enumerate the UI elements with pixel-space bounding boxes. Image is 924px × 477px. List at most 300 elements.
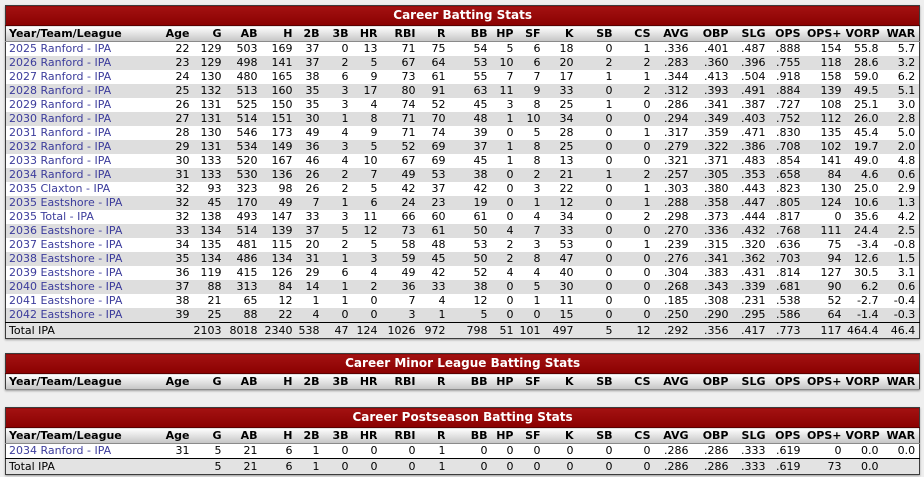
stat-cell: 1	[506, 154, 514, 167]
stat-cell: 130	[200, 126, 222, 139]
total-stat-cell: .292	[664, 324, 689, 337]
column-header-age: Age	[164, 374, 194, 390]
year-team-league-cell	[6, 308, 164, 323]
stat-cell: 33	[559, 84, 574, 97]
total-stat-cell: 0	[408, 460, 416, 473]
stat-cell: 481	[236, 238, 258, 251]
stat-cell: 0	[605, 154, 613, 167]
stat-cell: 25.0	[854, 182, 879, 195]
year-team-league-link[interactable]: 2030 Ranford - IPA	[9, 112, 112, 125]
stat-cell: 30.5	[854, 266, 879, 279]
year-team-league-link[interactable]: 2028 Ranford - IPA	[9, 84, 112, 97]
column-header-war: WAR	[883, 374, 920, 390]
year-team-league-link[interactable]: 2038 Eastshore - IPA	[9, 252, 123, 265]
stat-cell: 513	[236, 84, 258, 97]
stat-cell: 30	[175, 154, 190, 167]
total-stat-cell: 1	[438, 460, 446, 473]
total-stat-cell: 538	[298, 324, 320, 337]
stat-cell: 0	[605, 210, 613, 223]
stat-cell: 7	[408, 294, 416, 307]
total-stat-cell: 0	[370, 460, 378, 473]
stat-cell: 11	[363, 210, 378, 223]
stat-cell: 0	[370, 444, 378, 457]
stat-cell: 34	[175, 238, 190, 251]
total-stat-cell: 0	[341, 460, 349, 473]
stat-cell: 70	[431, 112, 446, 125]
stat-cell: 61	[473, 210, 488, 223]
stat-cell: .239	[664, 238, 689, 251]
stat-cell: 28.6	[854, 56, 879, 69]
total-stat-cell: 497	[552, 324, 574, 337]
stat-cell: 5	[370, 56, 378, 69]
total-stat-cell: 0	[480, 460, 488, 473]
stat-cell: 124	[820, 196, 842, 209]
stat-cell: .371	[704, 154, 729, 167]
year-team-league-link[interactable]: 2037 Eastshore - IPA	[9, 238, 123, 251]
stat-cell: 0	[605, 84, 613, 97]
stat-cell: .353	[741, 168, 766, 181]
column-header-cs: CS	[617, 428, 655, 444]
stat-cell: 4.2	[897, 210, 916, 223]
total-row-label: Total IPA	[9, 460, 55, 473]
stat-cell: 2	[341, 168, 349, 181]
year-team-league-link[interactable]: 2027 Ranford - IPA	[9, 70, 112, 83]
stat-cell: 29	[305, 266, 320, 279]
stat-cell: 20	[559, 56, 574, 69]
stat-cell: 3.0	[897, 98, 916, 111]
stat-cell: 59	[401, 252, 416, 265]
stat-cell: 127	[820, 266, 842, 279]
stat-cell: 74	[401, 98, 416, 111]
year-team-league-cell	[6, 252, 164, 266]
stat-cell: 73	[401, 70, 416, 83]
total-stat-cell: 5	[605, 324, 613, 337]
stat-cell: 323	[236, 182, 258, 195]
stat-cell: .823	[776, 182, 801, 195]
stat-cell: 1.5	[897, 252, 916, 265]
stat-cell: 4	[370, 98, 378, 111]
stat-cell: 6	[285, 444, 293, 457]
column-header-row	[6, 26, 920, 42]
stat-cell: 131	[200, 140, 222, 153]
year-team-league-cell	[6, 224, 164, 238]
year-team-league-link[interactable]: 2032 Ranford - IPA	[9, 140, 112, 153]
stat-cell: 0	[605, 238, 613, 251]
stat-cell: 1	[506, 140, 514, 153]
stat-cell: .283	[664, 56, 689, 69]
column-header-h: H	[262, 374, 297, 390]
stat-cell: 64	[431, 56, 446, 69]
column-header-hp: HP	[492, 374, 518, 390]
stat-cell: 52	[827, 294, 842, 307]
column-header-h: H	[262, 428, 297, 444]
stat-cell: 30	[559, 280, 574, 293]
year-team-league-link[interactable]: 2039 Eastshore - IPA	[9, 266, 123, 279]
column-header-ab: AB	[226, 428, 262, 444]
stat-cell: 118	[820, 56, 842, 69]
year-team-league-link[interactable]: 2035 Eastshore - IPA	[9, 196, 123, 209]
stat-cell: 69	[431, 154, 446, 167]
stat-cell: .308	[704, 294, 729, 307]
total-row	[6, 459, 920, 475]
stat-cell: 52	[401, 140, 416, 153]
stat-cell: 0	[480, 444, 488, 457]
stat-cell: 67	[401, 154, 416, 167]
total-stat-cell	[883, 459, 920, 475]
stat-cell: 66	[401, 210, 416, 223]
stat-cell: .359	[704, 126, 729, 139]
stat-cell: 0	[533, 444, 541, 457]
year-team-league-link[interactable]: 2036 Eastshore - IPA	[9, 224, 123, 237]
year-team-league-cell	[6, 84, 164, 98]
stat-cell: 486	[236, 252, 258, 265]
stat-cell: 3	[506, 98, 514, 111]
stat-cell: 141	[820, 154, 842, 167]
stat-cell: 5.7	[897, 42, 916, 55]
total-stat-cell: .356	[704, 324, 729, 337]
stat-cell: 169	[271, 42, 293, 55]
stat-cell: 4	[312, 308, 320, 321]
stat-cell: 33	[305, 210, 320, 223]
stat-cell: 4	[533, 210, 541, 223]
stat-cell: 25	[559, 140, 574, 153]
stat-cell: 37	[175, 280, 190, 293]
stat-cell: 132	[200, 84, 222, 97]
stat-cell: 22	[175, 42, 190, 55]
total-stat-cell: 73	[827, 460, 842, 473]
year-team-league-link[interactable]: 2031 Ranford - IPA	[9, 126, 112, 139]
stat-cell: .817	[776, 210, 801, 223]
stat-cell: 28	[559, 126, 574, 139]
total-stat-cell: 0.0	[861, 460, 879, 473]
stat-cell: .294	[664, 112, 689, 125]
stat-cell: 8	[533, 98, 541, 111]
column-header-ops: OPS+	[805, 26, 846, 42]
stat-cell: 165	[271, 70, 293, 83]
stat-cell: .444	[741, 210, 766, 223]
stat-cell: 37	[431, 182, 446, 195]
column-header-year-team-league: Year/Team/League	[6, 428, 164, 444]
stat-cell: 0	[643, 252, 651, 265]
stat-cell: .257	[664, 168, 689, 181]
column-header-2b: 2B	[297, 428, 324, 444]
stat-cell: .413	[704, 70, 729, 83]
year-team-league-cell	[6, 56, 164, 70]
year-team-league-link[interactable]: 2041 Eastshore - IPA	[9, 294, 123, 307]
stat-cell: 2	[506, 238, 514, 251]
stat-cell: .279	[664, 140, 689, 153]
total-stat-cell: 1026	[387, 324, 416, 337]
column-header-ops: OPS	[770, 428, 805, 444]
stat-cell: .491	[741, 84, 766, 97]
stat-cell: 5	[370, 238, 378, 251]
column-header-3b: 3B	[324, 26, 353, 42]
stat-cell: 8	[533, 154, 541, 167]
stat-cell: .487	[741, 42, 766, 55]
stat-cell: 9	[370, 126, 378, 139]
total-stat-cell: 6	[285, 460, 293, 473]
year-team-league-cell	[6, 154, 164, 168]
stat-cell: .386	[741, 140, 766, 153]
stat-cell: .538	[776, 294, 801, 307]
stat-cell: 4	[438, 294, 446, 307]
column-header-sf: SF	[518, 428, 545, 444]
column-header-hr: HR	[353, 374, 382, 390]
column-header-vorp: VORP	[846, 374, 883, 390]
stat-cell: 0	[341, 42, 349, 55]
column-header-slg: SLG	[733, 374, 770, 390]
stat-cell: 0.0	[861, 444, 879, 457]
total-stat-cell: 0	[643, 460, 651, 473]
column-header-ops: OPS+	[805, 374, 846, 390]
stat-cell: .343	[704, 280, 729, 293]
stat-cell: 26	[305, 182, 320, 195]
stat-cell: 3	[341, 84, 349, 97]
stat-cell: 42	[431, 266, 446, 279]
stat-cell: 167	[271, 154, 293, 167]
stat-cell: 37	[305, 224, 320, 237]
stat-cell: 33	[559, 224, 574, 237]
column-header-ops: OPS	[770, 26, 805, 42]
stat-cell: 2.9	[897, 182, 916, 195]
stat-cell: 133	[200, 168, 222, 181]
stat-cell: 0	[643, 308, 651, 321]
stat-cell: 53	[431, 168, 446, 181]
stat-cell: 0	[605, 280, 613, 293]
stat-cell: 112	[820, 112, 842, 125]
stat-cell: 4	[370, 266, 378, 279]
stat-cell: 6	[533, 42, 541, 55]
total-stat-cell: 972	[424, 324, 446, 337]
stat-cell: .447	[741, 196, 766, 209]
stat-cell: 61	[431, 224, 446, 237]
stat-cell: 108	[820, 98, 842, 111]
stat-cell: 34	[559, 112, 574, 125]
stat-cell: 14	[305, 280, 320, 293]
stat-cell: 2	[341, 56, 349, 69]
stat-cell: 0	[605, 196, 613, 209]
stat-row	[6, 70, 920, 84]
stat-cell: .344	[664, 70, 689, 83]
stat-cell: 4	[341, 154, 349, 167]
stat-cell: 2	[370, 280, 378, 293]
year-team-league-cell	[6, 168, 164, 182]
stat-cell: 37	[473, 140, 488, 153]
stat-row	[6, 84, 920, 98]
stat-cell: 147	[271, 210, 293, 223]
total-row	[6, 323, 920, 339]
stat-cell: 1.3	[897, 196, 916, 209]
stat-cell: 3.2	[897, 56, 916, 69]
stat-cell: .358	[704, 196, 729, 209]
column-header-bb: BB	[450, 428, 492, 444]
stat-cell: 80	[401, 84, 416, 97]
stat-cell: 36	[175, 266, 190, 279]
stat-cell: 0	[506, 196, 514, 209]
column-header-sb: SB	[578, 26, 617, 42]
stat-cell: 36	[401, 280, 416, 293]
stat-cell: 32	[175, 210, 190, 223]
year-team-league-link[interactable]: 2035 Total - IPA	[9, 210, 94, 223]
column-header-ab: AB	[226, 26, 262, 42]
table-title: Career Minor League Batting Stats	[6, 354, 920, 374]
stat-cell: 39	[473, 126, 488, 139]
stat-row	[6, 42, 920, 57]
stat-cell: .322	[704, 140, 729, 153]
stat-cell: 0	[643, 98, 651, 111]
stat-cell: .270	[664, 224, 689, 237]
stat-cell: .703	[776, 252, 801, 265]
stat-cell: 8	[533, 252, 541, 265]
year-team-league-link[interactable]: 2025 Ranford - IPA	[9, 42, 112, 55]
stat-cell: .586	[776, 308, 801, 321]
total-stat-cell: 464.4	[847, 324, 879, 337]
stat-cell: .708	[776, 140, 801, 153]
stat-cell: 0	[408, 444, 416, 457]
table-title-row	[6, 6, 920, 26]
total-stat-cell: .286	[704, 460, 729, 473]
total-stat-cell	[164, 323, 194, 339]
stat-cell: 1	[643, 196, 651, 209]
stat-cell: 4	[341, 126, 349, 139]
stat-cell: .380	[704, 182, 729, 195]
stat-cell: 129	[200, 56, 222, 69]
stat-cell: 88	[243, 308, 258, 321]
stat-cell: 0	[643, 140, 651, 153]
stat-cell: 45	[473, 154, 488, 167]
year-team-league-cell	[6, 238, 164, 252]
stat-cell: 3.1	[897, 266, 916, 279]
stat-cell: 21	[243, 444, 258, 457]
stat-cell: 35.6	[854, 210, 879, 223]
total-stat-cell: .333	[741, 460, 766, 473]
stat-cell: 63	[473, 84, 488, 97]
stat-cell: 12	[363, 224, 378, 237]
stat-cell: 50	[473, 252, 488, 265]
stat-cell: 55.8	[854, 42, 879, 55]
year-team-league-link[interactable]: 2034 Ranford - IPA	[9, 168, 112, 181]
year-team-league-cell	[6, 140, 164, 154]
stat-cell: 1	[605, 168, 613, 181]
stat-cell: 35	[305, 98, 320, 111]
year-team-league-cell	[6, 98, 164, 112]
stat-cell: 1	[341, 112, 349, 125]
stat-cell: 64	[827, 308, 842, 321]
column-header-3b: 3B	[324, 428, 353, 444]
stat-cell: 26	[305, 168, 320, 181]
year-team-league-link[interactable]: 2042 Eastshore - IPA	[9, 308, 123, 321]
stat-cell: 2	[605, 56, 613, 69]
stat-cell: 24	[401, 196, 416, 209]
stat-cell: .341	[704, 98, 729, 111]
column-header-obp: OBP	[693, 26, 733, 42]
column-header-ops: OPS+	[805, 428, 846, 444]
column-header-3b: 3B	[324, 374, 353, 390]
stat-cell: 493	[236, 210, 258, 223]
stat-cell: 18	[559, 42, 574, 55]
stat-cell: 22	[278, 308, 293, 321]
stat-cell: 4.6	[861, 168, 879, 181]
table-title: Career Batting Stats	[6, 6, 920, 26]
stat-cell: 7	[370, 168, 378, 181]
stat-cell: .288	[664, 196, 689, 209]
stat-cell: 514	[236, 112, 258, 125]
stat-cell: 27	[175, 112, 190, 125]
stat-cell: .303	[664, 182, 689, 195]
stat-cell: 22	[559, 182, 574, 195]
stat-cell: 50	[473, 224, 488, 237]
stat-cell: .619	[776, 444, 801, 457]
column-header-sb: SB	[578, 374, 617, 390]
year-team-league-link[interactable]: 2034 Ranford - IPA	[9, 444, 112, 457]
stat-cell: 0	[605, 294, 613, 307]
stat-cell: .349	[704, 112, 729, 125]
stat-cell: 525	[236, 98, 258, 111]
stat-cell: 3	[341, 98, 349, 111]
stat-cell: 480	[236, 70, 258, 83]
column-header-bb: BB	[450, 26, 492, 42]
stat-cell: .360	[704, 56, 729, 69]
stat-cell: 115	[271, 238, 293, 251]
stat-cell: 59.0	[854, 70, 879, 83]
column-header-r: R	[420, 374, 450, 390]
stat-cell: 0	[605, 182, 613, 195]
stat-cell: 15	[559, 308, 574, 321]
year-team-league-link[interactable]: 2029 Ranford - IPA	[9, 98, 112, 111]
stat-cell: .231	[741, 294, 766, 307]
stat-cell: 25	[559, 98, 574, 111]
stat-cell: .396	[741, 56, 766, 69]
stat-cell: .443	[741, 182, 766, 195]
year-team-league-link[interactable]: 2026 Ranford - IPA	[9, 56, 112, 69]
stat-cell: 160	[271, 84, 293, 97]
stat-cell: 4	[533, 266, 541, 279]
total-stat-cell: 51	[499, 324, 514, 337]
stat-cell: 0	[506, 168, 514, 181]
stat-cell: 0	[834, 444, 842, 457]
table-body	[6, 444, 920, 475]
column-header-row	[6, 428, 920, 444]
stat-cell: 0	[605, 112, 613, 125]
stat-cell: 9	[533, 84, 541, 97]
stat-cell: .315	[704, 238, 729, 251]
year-team-league-link[interactable]: 2040 Eastshore - IPA	[9, 280, 123, 293]
stat-cell: 10	[363, 154, 378, 167]
stat-cell: 5	[370, 140, 378, 153]
stat-cell: 25	[175, 84, 190, 97]
year-team-league-cell	[6, 210, 164, 224]
stat-cell: 2	[506, 252, 514, 265]
stat-cell: .333	[741, 444, 766, 457]
column-header-h: H	[262, 26, 297, 42]
year-team-league-link[interactable]: 2033 Ranford - IPA	[9, 154, 112, 167]
stat-cell: 141	[271, 56, 293, 69]
stat-cell: 1	[643, 42, 651, 55]
stat-cell: 3	[341, 210, 349, 223]
stat-cell: 0	[643, 294, 651, 307]
stat-cell: 33	[175, 224, 190, 237]
column-header-avg: AVG	[655, 428, 693, 444]
stat-cell: 131	[200, 98, 222, 111]
year-team-league-link[interactable]: 2035 Claxton - IPA	[9, 182, 111, 195]
stat-cell: 0.6	[897, 280, 916, 293]
stat-row	[6, 280, 920, 294]
stat-cell: 1	[341, 196, 349, 209]
stat-cell: .305	[704, 168, 729, 181]
stat-cell: 52	[473, 266, 488, 279]
column-header-vorp: VORP	[846, 26, 883, 42]
stat-cell: 54	[473, 42, 488, 55]
